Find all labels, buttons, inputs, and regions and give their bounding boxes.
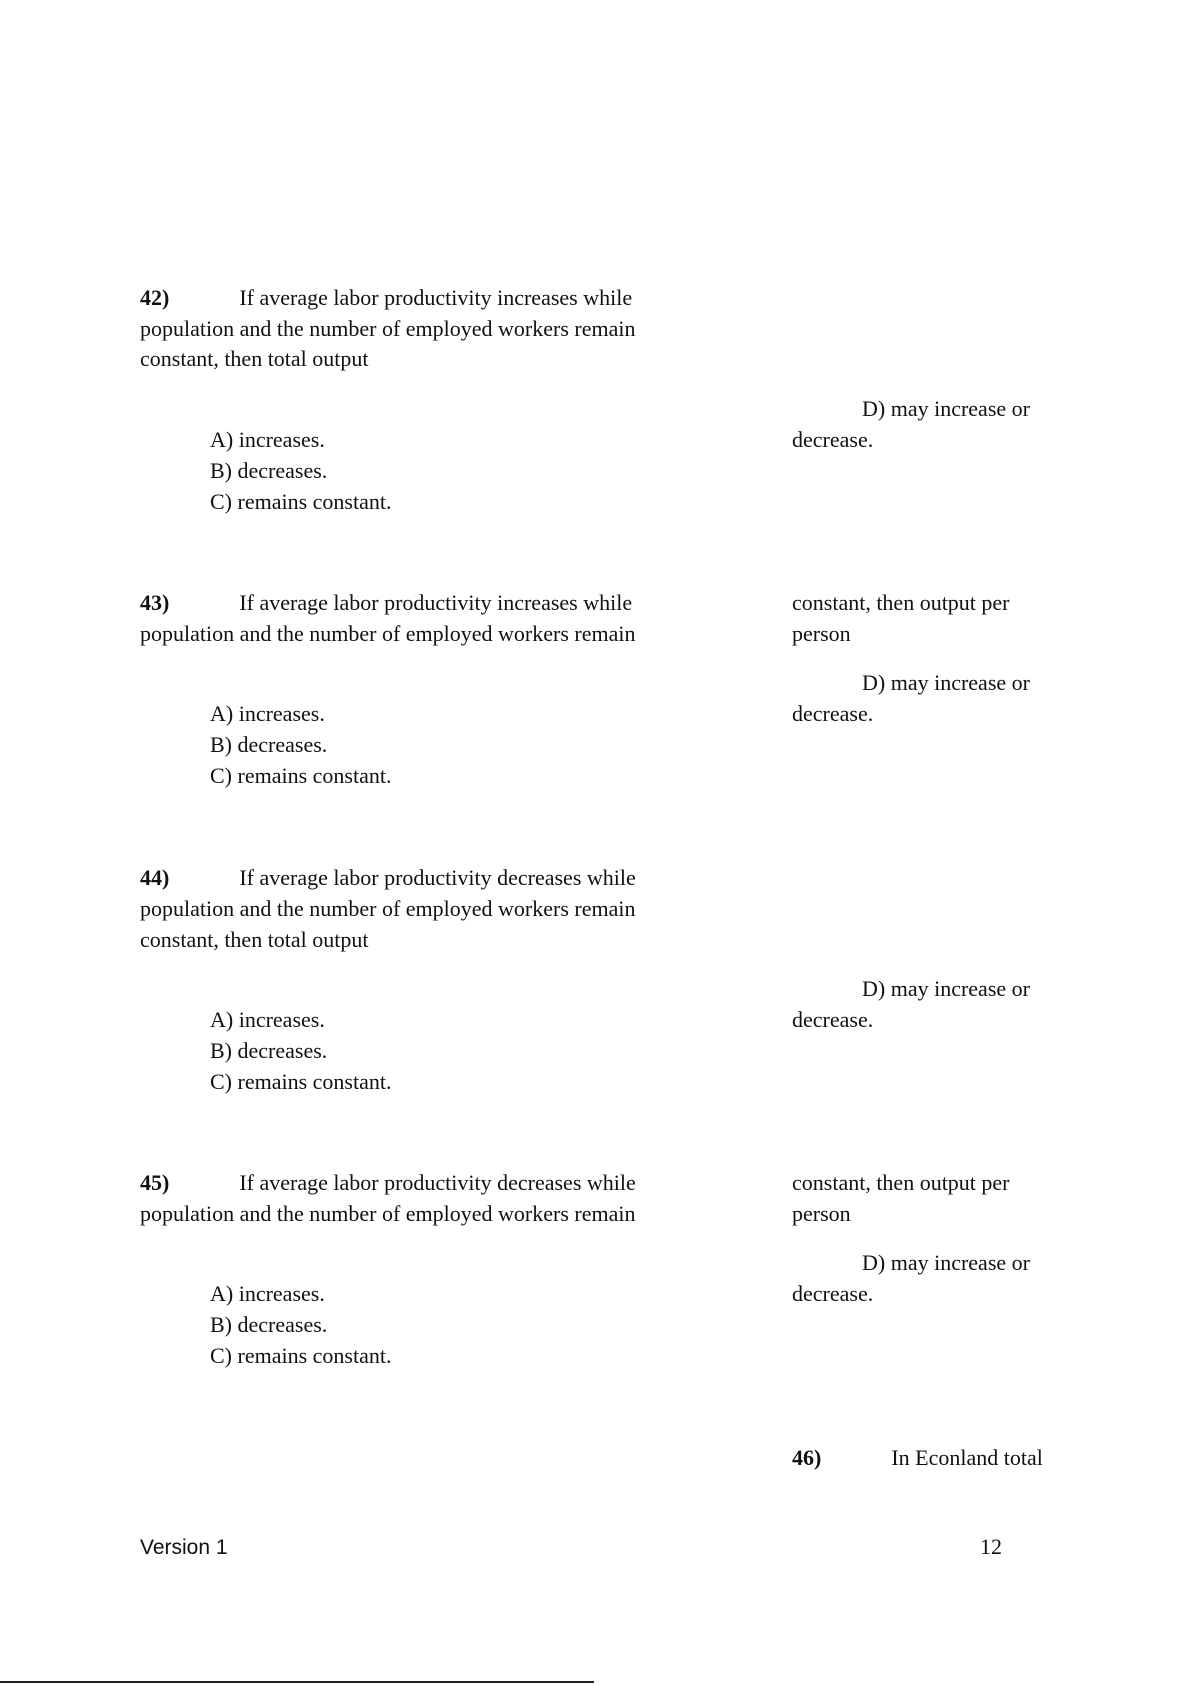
option-d: D) may increase or xyxy=(862,670,1030,695)
option-d-cont: decrease. xyxy=(792,1007,874,1032)
question-number: 43) xyxy=(140,590,170,615)
question-stem-line: population and the number of employed workers remain xyxy=(140,316,636,341)
option-b: B) decreases. xyxy=(210,1312,328,1337)
question-stem-right: constant, then output per xyxy=(792,590,1010,615)
question-stem-right: constant, then output per xyxy=(792,1170,1010,1195)
option-a: A) increases. xyxy=(210,1281,325,1306)
option-b: B) decreases. xyxy=(210,458,328,483)
option-a: A) increases. xyxy=(210,427,325,452)
question-stem-line: 44) If average labor productivity decreases while xyxy=(140,865,636,890)
page-number: 12 xyxy=(980,1534,1002,1559)
question-stem-right: person xyxy=(792,621,851,646)
footer-version: Version 1 xyxy=(140,1536,228,1559)
option-d: D) may increase or xyxy=(862,1250,1030,1275)
option-a: A) increases. xyxy=(210,1007,325,1032)
question-stem-line: population and the number of employed workers remain xyxy=(140,1201,636,1226)
option-d-cont: decrease. xyxy=(792,1281,874,1306)
question-stem-line: constant, then total output xyxy=(140,346,369,371)
question-stem-line: 42) If average labor productivity increases while xyxy=(140,285,633,310)
option-d: D) may increase or xyxy=(862,396,1030,421)
question-stem-line: In Econland total xyxy=(891,1445,1043,1470)
option-c: C) remains constant. xyxy=(210,489,392,514)
question-number: 46) xyxy=(792,1445,822,1470)
question-stem-line: population and the number of employed workers remain xyxy=(140,621,636,646)
question-stem-line: constant, then total output xyxy=(140,927,369,952)
option-c: C) remains constant. xyxy=(210,1069,392,1094)
option-d: D) may increase or xyxy=(862,976,1030,1001)
option-c: C) remains constant. xyxy=(210,763,392,788)
option-d-cont: decrease. xyxy=(792,701,874,726)
option-a: A) increases. xyxy=(210,701,325,726)
question-stem-line: 45) If average labor productivity decreases while xyxy=(140,1170,636,1195)
option-c: C) remains constant. xyxy=(210,1343,392,1368)
question-stem-line: population and the number of employed workers remain xyxy=(140,896,636,921)
question-number: 45) xyxy=(140,1170,170,1195)
option-b: B) decreases. xyxy=(210,732,328,757)
page-divider xyxy=(0,1681,594,1683)
option-d-cont: decrease. xyxy=(792,427,874,452)
question-stem-right: person xyxy=(792,1201,851,1226)
question-46 xyxy=(792,1442,1043,1473)
option-b: B) decreases. xyxy=(210,1038,328,1063)
question-number: 44) xyxy=(140,865,170,890)
question-stem-line: 43) If average labor productivity increases while xyxy=(140,590,633,615)
question-number: 42) xyxy=(140,285,170,310)
